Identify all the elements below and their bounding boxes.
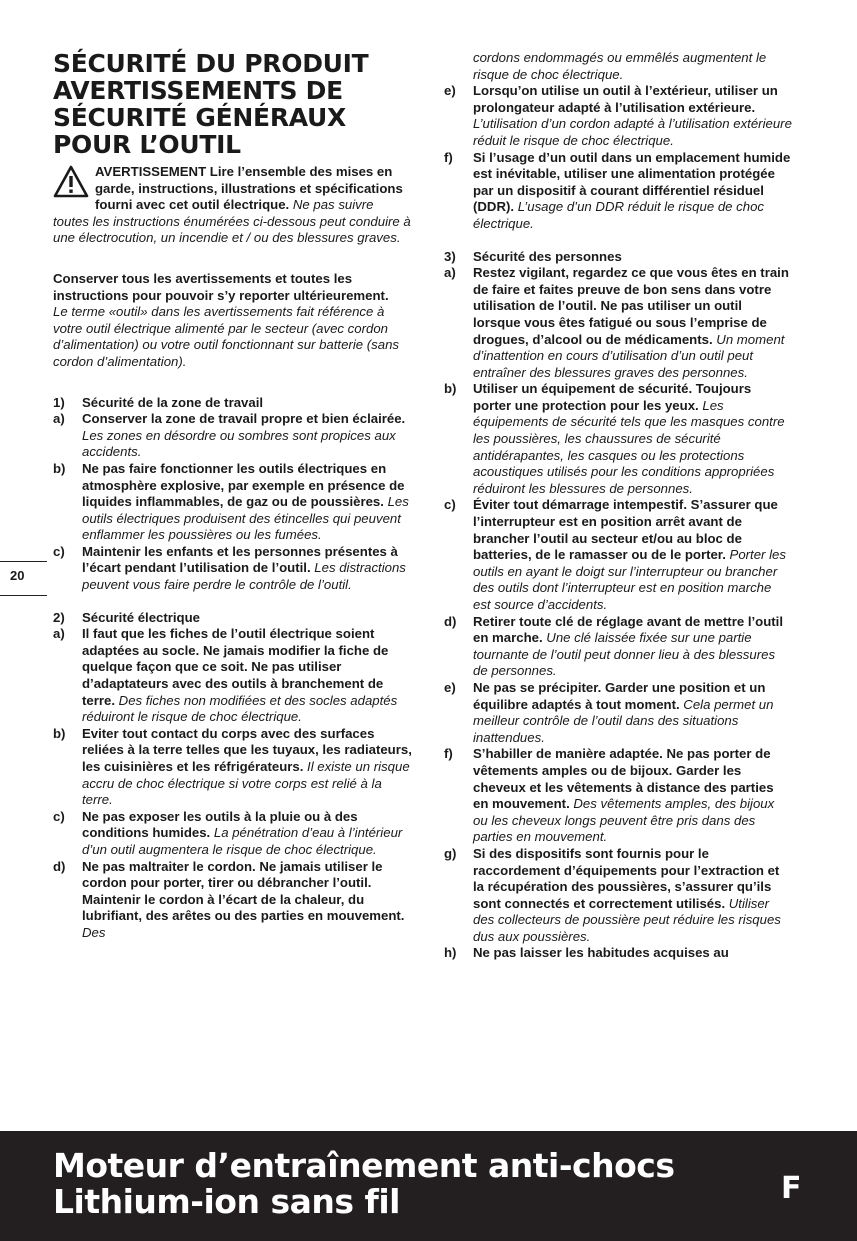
list-item: b) Ne pas faire fonctionner les outils électriques en atmosphère explosive, par exemple en présence de liquides inflammables, de gaz ou de poussières. Les outils électriques produisent des étincelles qui peuvent enflammer les poussières ou les fumées. [53, 460, 409, 543]
list-item: e) Lorsqu’on utilise un outil à l’extérieur, utiliser un prolongateur adapté à l’utilisation extérieure. L’utilisation d’un cordon adapté à l’utilisation extérieure réduit le risque de choc électrique. [444, 83, 792, 148]
list-item: e) Ne pas se précipiter. Garder une position et un équilibre adaptés à tout moment. Cela permet un meilleur contrôle de l’outil dans des situations inattendues. [444, 679, 774, 745]
list-item: g) Si des dispositifs sont fournis pour le raccordement d’équipements pour l’extraction et la récupération des poussières, s’assurer qu’ils sont connectés et correctement utilisés. Utiliser des collecteurs de poussière peut réduire les risques dus aux poussières. [444, 845, 781, 944]
list-item: c) Maintenir les enfants et les personnes présentes à l’écart pendant l’utilisation de l’outil. Les distractions peuvent vous faire perdre le contrôle de l’outil. [53, 543, 406, 593]
footer-banner [0, 1131, 857, 1241]
right-column [444, 50, 792, 962]
list-item: c) Ne pas exposer les outils à la pluie ou à des conditions humides. La pénétration d’eau à l’intérieur d’un outil augmentera le risque de choc électrique. [53, 808, 403, 857]
product-title: Moteur d’entraînement anti-chocs Lithium-ion sans fil [53, 1146, 675, 1221]
list-item: c) Éviter tout démarrage intempestif. S’assurer que l’interrupteur est en position arrêt avant de brancher l’outil au secteur et/ou au bloc de batteries, de le ramasser ou de le porter. Porter les outils en ayant le doigt sur l’interrupteur ou brancher des outils dont l’interrupteur est en position marche est source d’accidents. [444, 497, 786, 612]
list-item: d) Retirer toute clé de réglage avant de mettre l’outil en marche. Une clé laissée fixée sur une partie tournante de l’outil peut donner lieu à des blessures de personnes. [444, 613, 783, 679]
warning-bold: AVERTISSEMENT Lire l’ensemble des mises en garde, instructions, illustrations et spécifications fourni avec cet outil électrique. [95, 164, 403, 213]
list-item: a) Conserver la zone de travail propre et bien éclairée. Les zones en désordre ou sombres sont propices aux accidents. [53, 411, 406, 460]
section-1-heading: 1) Sécurité de la zone de travail [53, 394, 264, 410]
section-3-heading: 3) Sécurité des personnes [444, 248, 622, 264]
list-item: b) Eviter tout contact du corps avec des surfaces reliées à la terre telles que les tuyaux, les radiateurs, les cuisinières et les réfrigérateurs. Il existe un risque accru de choc électrique si votre corps est relié à la terre. [53, 725, 412, 808]
list-item: h) Ne pas laisser les habitudes acquises au [444, 945, 729, 961]
language-letter: F [781, 1171, 802, 1206]
page-title: SÉCURITÉ DU PRODUIT AVERTISSEMENTS DE SÉCURITÉ GÉNÉRAUX POUR L’OUTIL [53, 49, 369, 159]
intro-bold: Conserver tous les avertissements et toutes les instructions pour pouvoir s’y reporter ultérieurement. [53, 270, 389, 303]
list-item: d) Ne pas maltraiter le cordon. Ne jamais utiliser le cordon pour porter, tirer ou débrancher l’outil. Maintenir le cordon à l’écart de la chaleur, du lubrifiant, des arêtes ou des parties en mouvement. Des [53, 858, 405, 940]
left-column [53, 0, 413, 942]
warning-block [53, 164, 413, 247]
list-item: a) Restez vigilant, regardez ce que vous êtes en train de faire et faites preuve de bon sens dans votre utilisation de l’outil. Ne pas utiliser un outil lorsque vous êtes fatigué ou sous l’emprise de drogues, d’alcool ou de médicaments. Un moment d’inattention en cours d’utilisation d’un outil peut entraîner des blessures graves des personnes. [444, 265, 789, 380]
page-number: 20 [10, 568, 25, 583]
section-2-heading: 2) Sécurité électrique [53, 609, 201, 625]
warning-italic: Ne pas suivre toutes les instructions énumérées ci-dessous peut conduire à une électrocution, un incendie et / ou des blessures graves. [53, 197, 411, 246]
list-item: b) Utiliser un équipement de sécurité. Toujours porter une protection pour les yeux. Les équipements de sécurité tels que les masques contre les poussières, les chaussures de sécurité antidérapantes, les casques ou les protections acoustiques utilisés pour les conditions appropriées réduiront les blessures de personnes. [444, 381, 785, 496]
list-item: f) Si l’usage d’un outil dans un emplacement humide est inévitable, utiliser une alimentation protégée par un dispositif à courant différentiel résiduel (DDR). L’usage d’un DDR réduit le risque de choc électrique. [444, 149, 791, 231]
list-item-continued: cordons endommagés ou emmêlés augmentent le risque de choc électrique. [473, 50, 767, 82]
intro-italic: Le terme «outil» dans les avertissements fait référence à votre outil électrique alimenté par le secteur (avec cordon d’alimentation) ou votre outil fonctionnant sur batterie (sans cordon d’alimentation). [53, 304, 399, 369]
warning-triangle-icon [53, 165, 89, 198]
list-item: f) S’habiller de manière adaptée. Ne pas porter de vêtements amples ou de bijoux. Garder les cheveux et les vêtements à distance des parties en mouvement. Des vêtements amples, des bijoux ou les cheveux longs peuvent être pris dans des parties en mouvement. [444, 746, 775, 845]
list-item: a) Il faut que les fiches de l’outil électrique soient adaptées au socle. Ne jamais modifier la fiche de quelque façon que ce soit. Ne pas utiliser d’adaptateurs avec des outils à branchement de terre. Des fiches non modifiées et des socles adaptés réduiront le risque de choc électrique. [53, 626, 398, 725]
intro-block [53, 271, 413, 371]
